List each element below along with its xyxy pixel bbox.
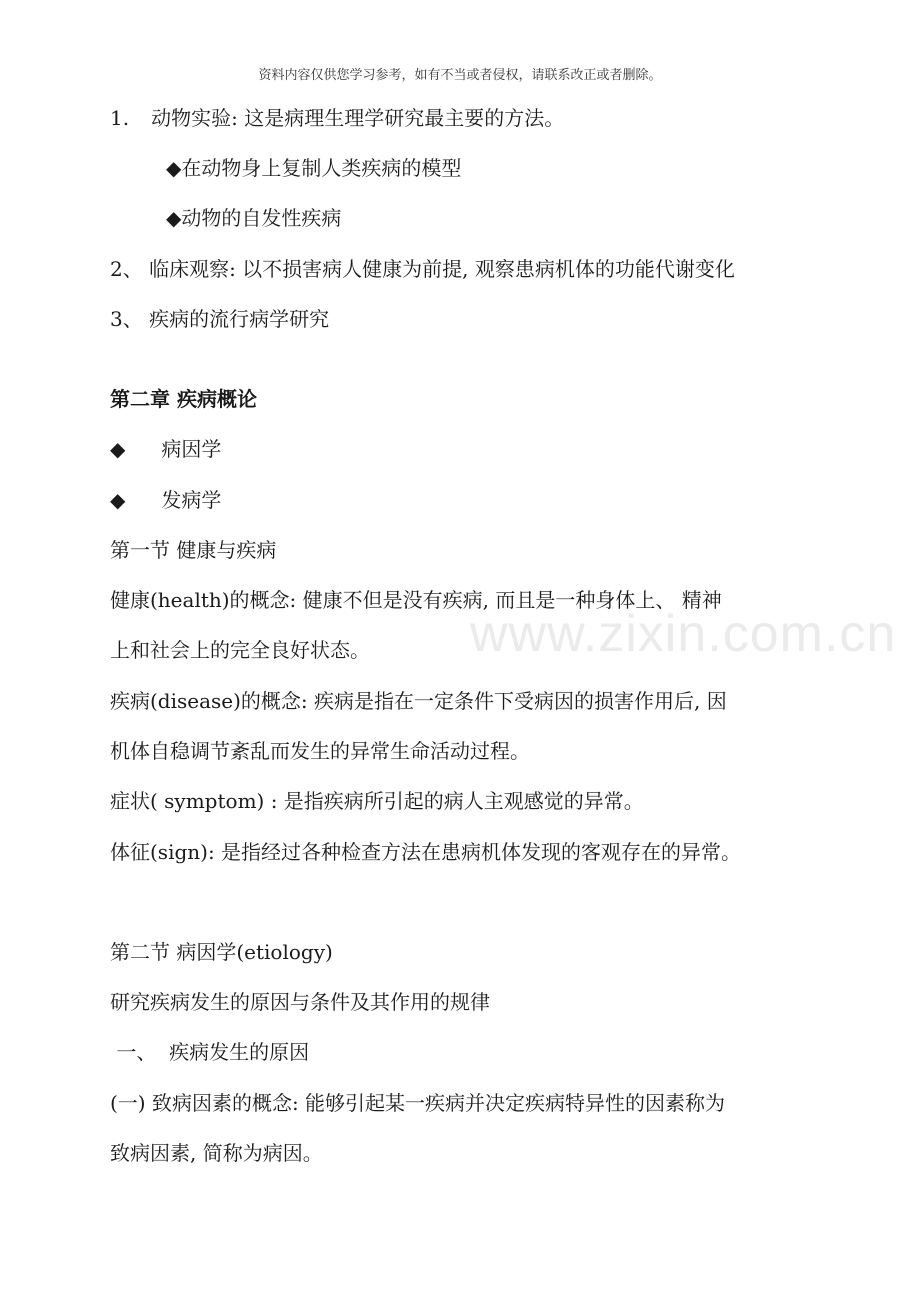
section-2-title: 第二节 病因学(etiology) xyxy=(110,940,333,964)
symptom-definition: 症状( symptom) : 是指疾病所引起的病人主观感觉的异常。 xyxy=(110,789,644,813)
method-item-1 xyxy=(110,104,564,132)
watermark: www.zixin.com.cn xyxy=(470,605,897,663)
chapter-title: 第二章 疾病概论 xyxy=(110,387,257,411)
sign-definition: 体征(sign): 是指经过各种检查方法在患病机体发现的客观存在的异常。 xyxy=(110,840,742,864)
disease-definition-line-1: 疾病(disease)的概念: 疾病是指在一定条件下受病因的损害作用后, 因 xyxy=(110,689,727,713)
method-item-3: 3、 疾病的流行病学研究 xyxy=(110,307,330,331)
diamond-bullet-icon: ◆ xyxy=(110,437,126,461)
cause-definition-line-2: 致病因素, 简称为病因。 xyxy=(110,1141,323,1165)
diamond-bullet-icon: ◆ xyxy=(110,488,126,512)
method-item-1-text: 动物实验: 这是病理生理学研究最主要的方法。 xyxy=(151,106,565,130)
section-2-description: 研究疾病发生的原因与条件及其作用的规律 xyxy=(110,990,490,1014)
health-definition-line-2: 上和社会上的完全良好状态。 xyxy=(110,638,370,662)
method-item-2: 2、 临床观察: 以不损害病人健康为前提, 观察患病机体的功能代谢变化 xyxy=(110,257,735,281)
bullet-label: 病因学 xyxy=(161,437,222,461)
bullet-label: 发病学 xyxy=(161,488,222,512)
header-notice: 资料内容仅供您学习参考，如有不当或者侵权，请联系改正或者删除。 xyxy=(258,68,662,83)
method-item-1-sub-2: ◆动物的自发性疾病 xyxy=(166,206,342,230)
method-item-1-sub-1: ◆在动物身上复制人类疾病的模型 xyxy=(166,156,462,180)
disease-definition-line-2: 机体自稳调节紊乱而发生的异常生命活动过程。 xyxy=(110,739,530,763)
method-item-1-number: 1. xyxy=(110,106,130,130)
section-1-title: 第一节 健康与疾病 xyxy=(110,538,277,562)
subsection-1-title: 一、 疾病发生的原因 xyxy=(110,1040,310,1064)
bullet-etiology xyxy=(110,435,221,463)
health-definition-line-1: 健康(health)的概念: 健康不但是没有疾病, 而且是一种身体上、 精神 xyxy=(110,588,722,612)
cause-definition-line-1: (一) 致病因素的概念: 能够引起某一疾病并决定疾病特异性的因素称为 xyxy=(110,1091,726,1115)
bullet-pathogenesis xyxy=(110,486,221,514)
